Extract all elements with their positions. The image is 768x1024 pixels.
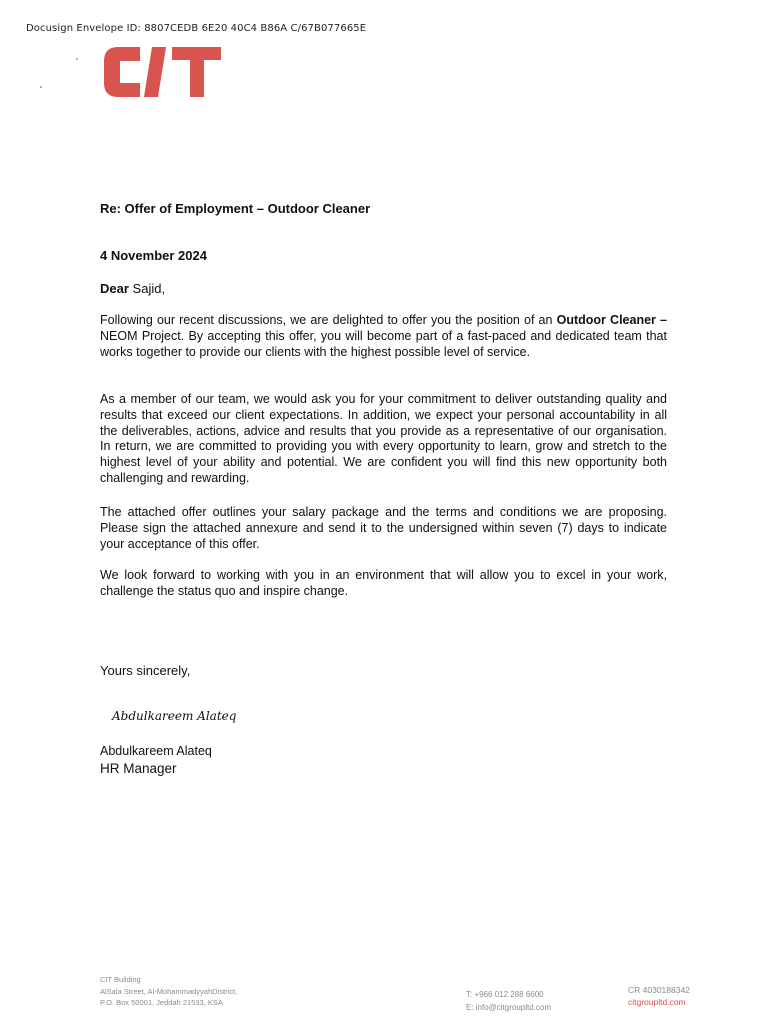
footer-phone: T: +966 012 288 6600 [466,990,544,999]
scan-speck [40,86,42,88]
letter-date: 4 November 2024 [100,248,207,263]
footer-website: citgroupltd.com [628,997,686,1007]
paragraph-commitment: As a member of our team, we would ask you for your commitment to deliver outstanding quality and results that exceed our client expectations. In addition, we expect your personal accountability in all the deliverables, actions, advice and results that you provide as a representative of our organisation. In return, we are committed to providing you with every opportunity to learn, grow and stretch to the highest level of your ability and potential. We are confident you will find this new opportunity both challenging and rewarding. [100,392,667,485]
letter-closing: Yours sincerely, [100,663,191,678]
position-title: Outdoor Cleaner – [556,313,667,327]
footer-contact [466,988,551,1014]
paragraph-terms: The attached offer outlines your salary package and the terms and conditions we are proposing. Please sign the attached annexure and send it to the undersigned within seven (7) days to indicate your acceptance of this offer. [100,505,667,551]
company-logo [100,43,225,101]
footer-address-line: AlSala Street, Al-MohammadyyahDistrict, [100,986,238,996]
footer-email: E: info@citgroupltd.com [466,1003,552,1012]
paragraph-offer-start: Following our recent discussions, we are delighted to offer you the position of an [100,313,557,327]
letter-subject: Re: Offer of Employment – Outdoor Cleaner [100,201,371,216]
recipient-name: Sajid, [132,281,166,296]
signatory-title: HR Manager [100,761,177,776]
footer-address-line: P.O. Box 50001, Jeddah 21533, KSA [100,998,223,1007]
footer-address [100,974,237,1009]
footer-cr-number: CR 4030188342 [628,985,690,995]
paragraph-offer-end: NEOM Project. By accepting this offer, you will become part of a fast-paced and dedicated team that works together to provide our clients with the highest possible level of service. [100,328,667,359]
greeting-prefix: Dear [100,281,129,296]
paragraph-closing: We look forward to working with you in an environment that will allow you to excel in your work, challenge the status quo and inspire change. [100,568,667,598]
footer-address-line: CIT Building [100,975,141,984]
footer-registration [628,984,690,1008]
greeting [100,281,165,296]
handwritten-signature: Abdulkareem Alateq [112,709,237,723]
docusign-envelope-id: Docusign Envelope ID: 8807CEDB 6E20 40C4 B86A C/67B077665E [26,23,367,34]
signatory-name: Abdulkareem Alateq [100,744,212,758]
paragraph-offer [100,313,667,360]
scan-speck [76,58,78,60]
